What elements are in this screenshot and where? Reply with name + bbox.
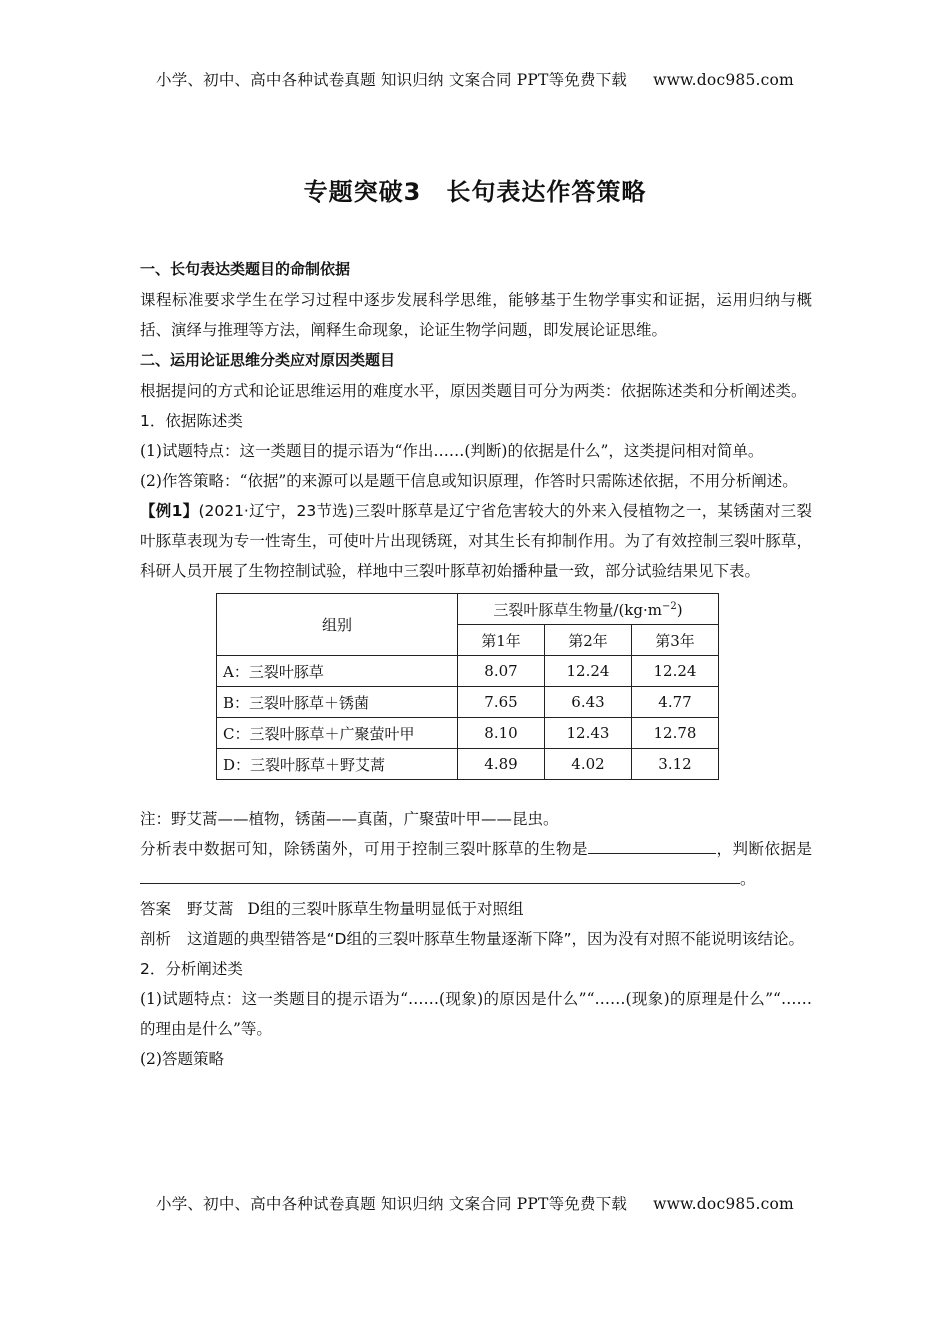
value-cell: 7.65 <box>458 687 545 718</box>
answer-blank-2[interactable] <box>140 865 740 884</box>
data-table <box>216 593 719 780</box>
section2-body: 根据提问的方式和论证思维运用的难度水平，原因类题目可分为两类：依据陈述类和分析阐述类。 <box>140 382 807 400</box>
analysis-label: 剖析 <box>140 930 172 948</box>
measure-header-text: 三裂叶豚草生物量/(kg·m <box>493 600 662 619</box>
table-row <box>217 749 719 780</box>
value-cell: 4.02 <box>545 749 632 780</box>
year-header: 第3年 <box>632 625 719 656</box>
value-cell: 12.24 <box>632 656 719 687</box>
value-cell: 8.10 <box>458 718 545 749</box>
year-header: 第1年 <box>458 625 545 656</box>
example-text: 三裂叶豚草是辽宁省危害较大的外来入侵植物之一，某锈菌对三裂叶豚草表现为专一性寄生，可使叶片出现锈斑，对其生长有抑制作用。为了有效控制三裂叶豚草，科研人员开展了生物控制试验，样地中三裂叶豚草初始播种量一致，部分试验结果见下表。 <box>140 502 812 580</box>
value-cell: 4.77 <box>632 687 719 718</box>
year-header: 第2年 <box>545 625 632 656</box>
question-part1: 分析表中数据可知，除锈菌外，可用于控制三裂叶豚草的生物是 <box>140 840 588 858</box>
group-cell: C：三裂叶豚草＋广聚萤叶甲 <box>217 718 458 749</box>
sub2-heading: 2．分析阐述类 <box>140 960 243 978</box>
sub2-feature: (1)试题特点：这一类题目的提示语为“……(现象)的原因是什么”“……(现象)的原理是什么”“……的理由是什么”等。 <box>140 990 812 1038</box>
answer-line <box>140 894 812 924</box>
value-cell: 6.43 <box>545 687 632 718</box>
table-note: 注：野艾蒿——植物，锈菌——真菌，广聚萤叶甲——昆虫。 <box>140 810 559 828</box>
question-end: 。 <box>740 870 756 888</box>
value-cell: 3.12 <box>632 749 719 780</box>
table-row <box>217 656 719 687</box>
group-cell: A：三裂叶豚草 <box>217 656 458 687</box>
answer-blank-1[interactable] <box>588 835 716 854</box>
table-row <box>217 718 719 749</box>
sub1-heading: 1．依据陈述类 <box>140 412 243 430</box>
group-cell: B：三裂叶豚草＋锈菌 <box>217 687 458 718</box>
value-cell: 4.89 <box>458 749 545 780</box>
example-label: 【例1】 <box>140 502 199 520</box>
question-part2: ，判断依据是 <box>715 840 812 858</box>
analysis-text: 这道题的典型错答是“D组的三裂叶豚草生物量逐渐下降”，因为没有对照不能说明该结论。 <box>187 930 805 948</box>
header-text: 小学、初中、高中各种试卷真题 知识归纳 文案合同 PPT等免费下载 <box>156 71 628 89</box>
section1-body: 课程标准要求学生在学习过程中逐步发展科学思维，能够基于生物学事实和证据，运用归纳与概括、演绎与推理等方法，阐释生命现象，论证生物学问题，即发展论证思维。 <box>140 291 812 339</box>
group-header: 组别 <box>217 594 458 656</box>
value-cell: 12.78 <box>632 718 719 749</box>
group-cell: D：三裂叶豚草＋野艾蒿 <box>217 749 458 780</box>
answer-value-2: D组的三裂叶豚草生物量明显低于对照组 <box>247 900 524 918</box>
value-cell: 12.24 <box>545 656 632 687</box>
measure-header-close: ) <box>676 600 683 619</box>
answer-label: 答案 <box>140 900 172 918</box>
value-cell: 12.43 <box>545 718 632 749</box>
question <box>140 834 812 894</box>
measure-header <box>458 594 719 625</box>
footer-url[interactable]: www.doc985.com <box>653 1195 794 1213</box>
page-header <box>0 68 950 90</box>
sub1-strategy: (2)作答策略：“依据”的来源可以是题干信息或知识原理，作答时只需陈述依据，不用分析阐述。 <box>140 472 798 490</box>
analysis-line <box>140 924 812 954</box>
measure-header-sup: −2 <box>661 600 677 612</box>
value-cell: 8.07 <box>458 656 545 687</box>
table-header-row <box>217 594 719 625</box>
page-title: 专题突破3 长句表达作答策略 <box>303 178 647 206</box>
example-paragraph <box>140 496 812 586</box>
sub2-strategy: (2)答题策略 <box>140 1050 224 1068</box>
footer-text: 小学、初中、高中各种试卷真题 知识归纳 文案合同 PPT等免费下载 <box>156 1195 628 1213</box>
section2-heading: 二、运用论证思维分类应对原因类题目 <box>140 351 396 369</box>
section1-heading: 一、长句表达类题目的命制依据 <box>140 260 351 278</box>
page-footer <box>0 1192 950 1214</box>
document-body <box>140 256 812 1074</box>
answer-value-1: 野艾蒿 <box>187 900 234 918</box>
table-row <box>217 687 719 718</box>
example-source: (2021·辽宁，23节选) <box>198 502 355 520</box>
header-url[interactable]: www.doc985.com <box>653 71 794 89</box>
sub1-feature: (1)试题特点：这一类题目的提示语为“作出……(判断)的依据是什么”，这类提问相对简单。 <box>140 442 764 460</box>
